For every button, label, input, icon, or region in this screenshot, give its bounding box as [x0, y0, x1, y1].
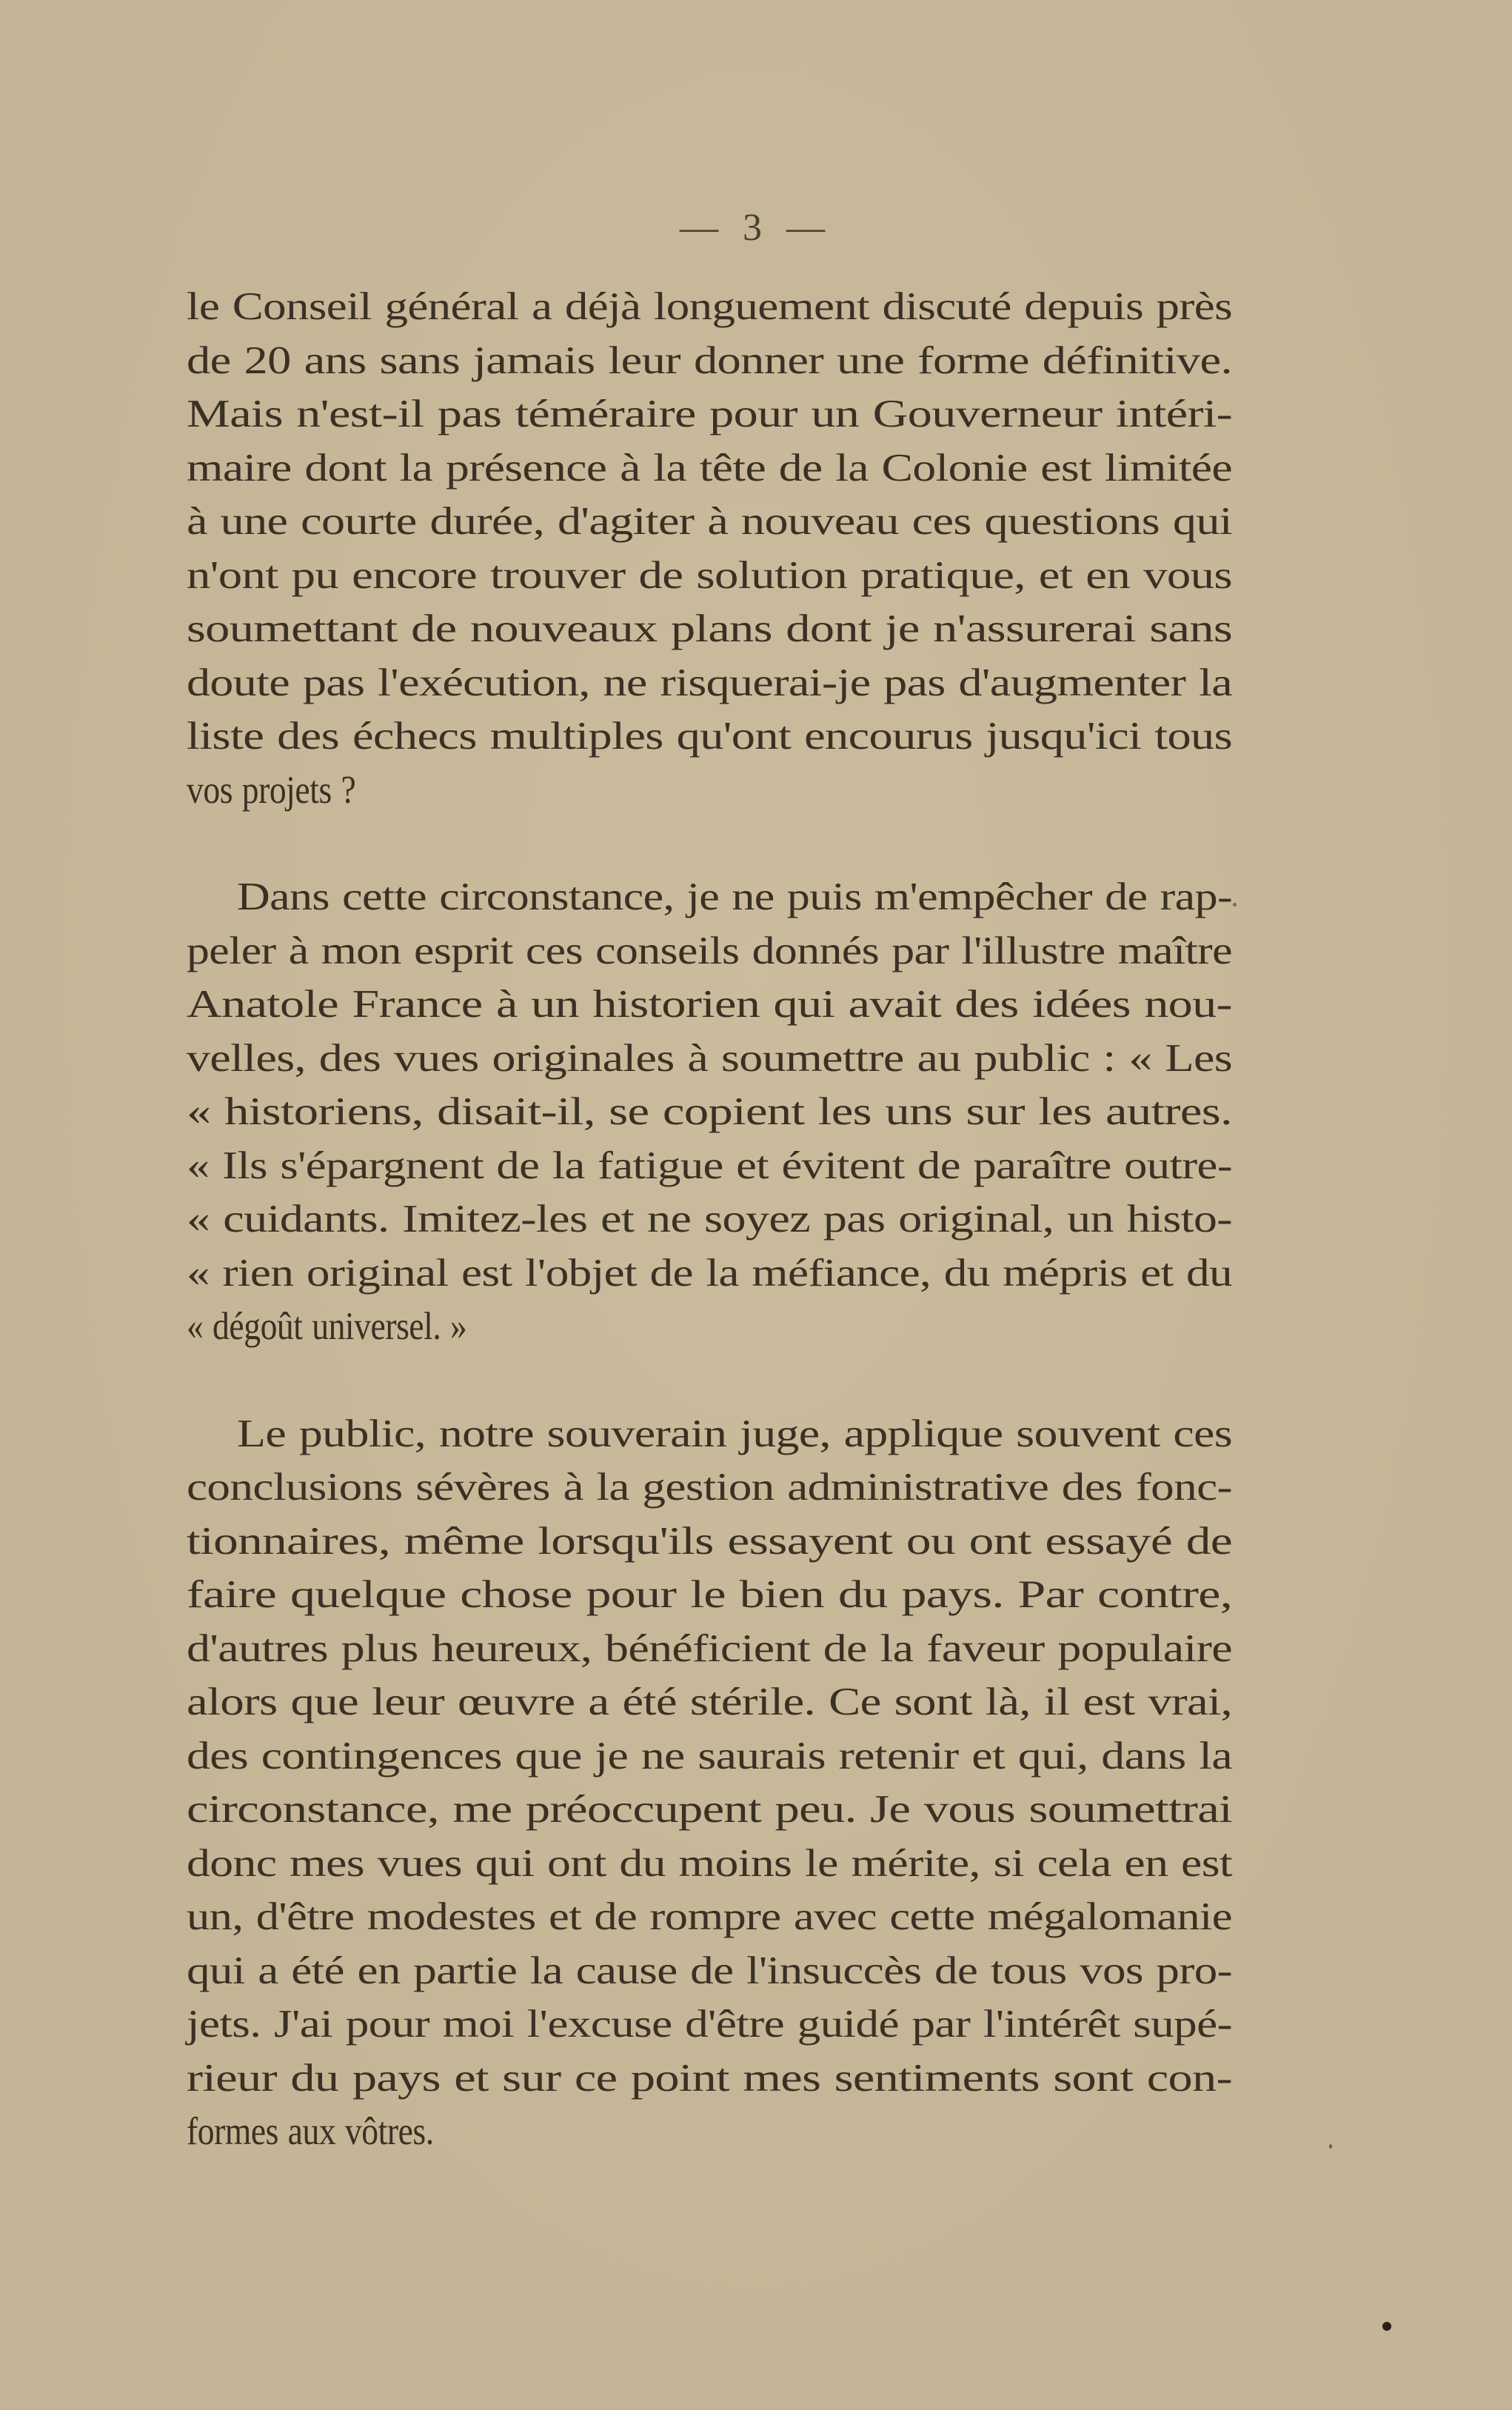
text-line: alors que leur œuvre a été stérile. Ce sont là, il est vrai, — [187, 1680, 1233, 1723]
quote-line: « cuidants. Imitez-les et ne soyez pas original, un histo- — [187, 1198, 1233, 1241]
paragraph-gap — [187, 817, 1232, 870]
ink-speck — [1382, 2322, 1391, 2331]
ink-speck — [1329, 2144, 1332, 2149]
paragraph-3 — [187, 1407, 1232, 2159]
quote-line: « Ils s'épargnent de la fatigue et évitent de paraître outre- — [187, 1144, 1232, 1187]
quote-line: « historiens, disait-il, se copient les uns sur les autres. — [187, 1090, 1233, 1133]
page-number: — 3 — — [680, 207, 832, 249]
paragraph-2 — [187, 870, 1232, 1354]
text-line: n'ont pu encore trouver de solution pratique, et en vous — [187, 553, 1232, 597]
text-line: soumettant de nouveaux plans dont je n'assurerai sans — [187, 607, 1233, 650]
text-line: conclusions sévères à la gestion administrative des fonc- — [187, 1466, 1232, 1509]
text-line: des contingences que je ne saurais retenir et qui, dans la — [187, 1734, 1233, 1778]
text-line: d'autres plus heureux, bénéficient de la faveur populaire — [187, 1626, 1232, 1670]
text-line: rieur du pays et sur ce point mes sentiments sont con- — [187, 2056, 1232, 2100]
text-line: donc mes vues qui ont du moins le mérite, si cela en est — [187, 1841, 1232, 1885]
paragraph-gap — [187, 1354, 1232, 1407]
body-text — [187, 280, 1232, 2159]
text-line: de 20 ans sans jamais leur donner une forme définitive. — [187, 338, 1233, 382]
text-line: faire quelque chose pour le bien du pays. Par contre, — [187, 1573, 1233, 1616]
quote-line: « dégoût universel. » — [187, 1305, 467, 1348]
text-line: un, d'être modestes et de rompre avec cette mégalomanie — [187, 1895, 1232, 1938]
text-line: Le public, notre souverain juge, applique souvent ces — [237, 1412, 1233, 1455]
text-line: Mais n'est-il pas téméraire pour un Gouverneur intéri- — [187, 393, 1233, 435]
quote-line: « rien original est l'objet de la méfiance, du mépris et du — [187, 1251, 1232, 1295]
text-line: le Conseil général a déjà longuement discuté depuis près — [187, 285, 1233, 328]
text-line: circonstance, me préoccupent peu. Je vous soumettrai — [187, 1788, 1232, 1831]
ink-speck — [1233, 903, 1237, 907]
text-line: formes aux vôtres. — [187, 2110, 434, 2153]
text-line: Dans cette circonstance, je ne puis m'empêcher de rap- — [237, 875, 1232, 918]
text-line: tionnaires, même lorsqu'ils essayent ou ont essayé de — [187, 1519, 1232, 1563]
text-line: velles, des vues originales à soumettre au public : « Les — [187, 1036, 1233, 1080]
paragraph-1 — [187, 280, 1232, 817]
text-line: liste des échecs multiples qu'ont encourus jusqu'ici tous — [187, 715, 1233, 758]
text-line: à une courte durée, d'agiter à nouveau ces questions qui — [187, 500, 1232, 543]
text-line: jets. J'ai pour moi l'excuse d'être guidé par l'intérêt supé- — [187, 2003, 1232, 2046]
text-line: qui a été en partie la cause de l'insuccès de tous vos pro- — [187, 1949, 1233, 1992]
text-line: vos projets ? — [187, 768, 356, 812]
text-line: peler à mon esprit ces conseils donnés par l'illustre maître — [187, 929, 1232, 972]
text-line: Anatole France à un historien qui avait des idées nou- — [187, 983, 1232, 1026]
text-line: maire dont la présence à la tête de la Colonie est limitée — [187, 446, 1233, 490]
text-line: doute pas l'exécution, ne risquerai-je pas d'augmenter la — [187, 661, 1233, 704]
